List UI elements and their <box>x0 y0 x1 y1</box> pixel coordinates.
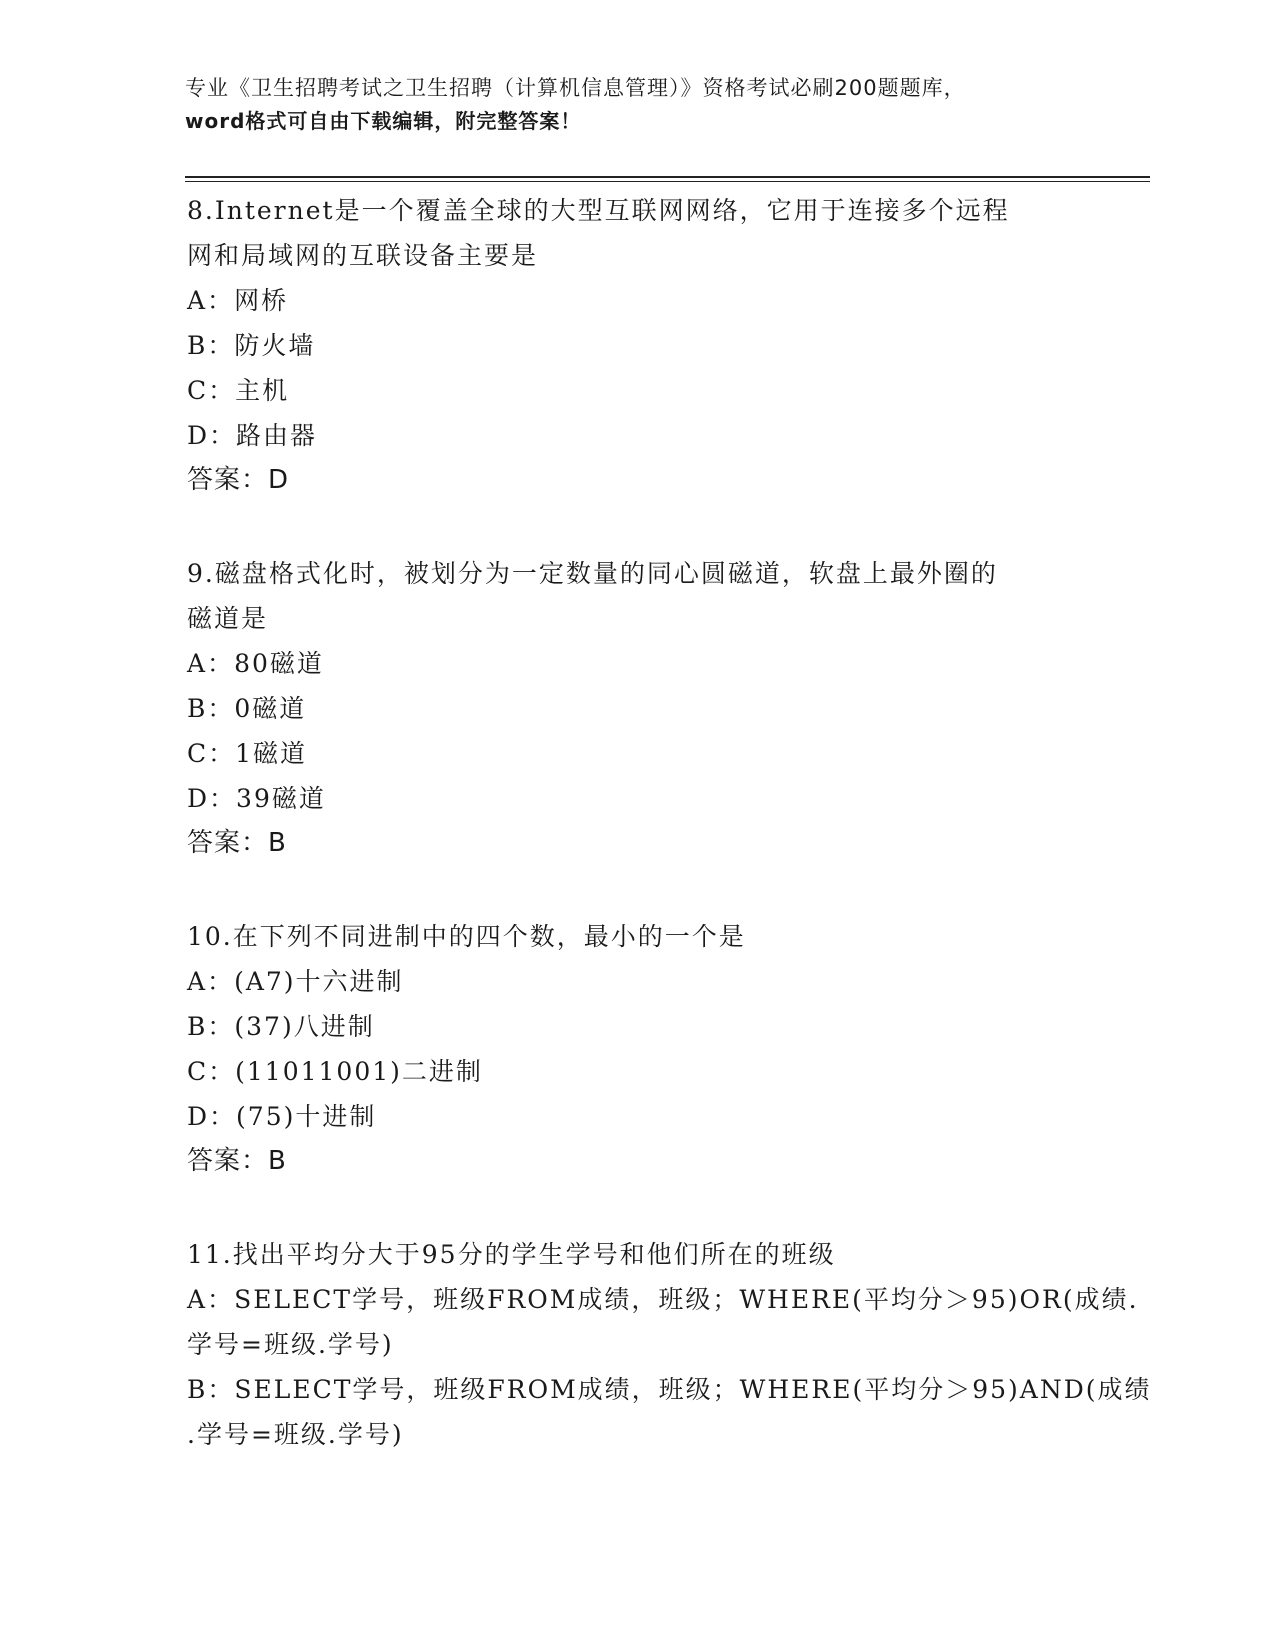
question-11 <box>187 1232 1152 1457</box>
option-c <box>187 1049 1087 1094</box>
option-d <box>187 413 1087 458</box>
option-a <box>187 641 1087 686</box>
option-a <box>187 1277 1139 1322</box>
option-label: C： <box>187 376 236 405</box>
option-label: A： <box>187 286 235 315</box>
option-b <box>187 1004 1087 1049</box>
option-label: A： <box>187 1285 235 1314</box>
option-label: B： <box>187 1375 235 1404</box>
option-c <box>187 368 1087 413</box>
option-a-continuation: 学号=班级.学号) <box>187 1330 394 1359</box>
question-10 <box>187 914 1087 1184</box>
answer-line: 答案：B <box>187 1146 287 1176</box>
option-label: C： <box>187 739 236 768</box>
option-text: SELECT学号，班级FROM成绩，班级；WHERE(平均分＞95)OR(成绩. <box>234 1285 1139 1314</box>
option-d <box>187 776 1087 821</box>
option-text: 路由器 <box>236 421 318 450</box>
question-spacer <box>187 1184 1087 1232</box>
question-stem-line: 磁道是 <box>187 604 269 633</box>
option-text: 1磁道 <box>235 739 308 768</box>
option-text: (11011001)二进制 <box>235 1057 483 1086</box>
option-text: 网桥 <box>234 286 289 315</box>
question-spacer <box>187 503 1087 551</box>
option-label: C： <box>187 1057 236 1086</box>
option-label: A： <box>187 649 235 678</box>
option-label: D： <box>187 784 237 813</box>
question-spacer <box>187 866 1087 914</box>
option-text: (37)八进制 <box>234 1012 375 1041</box>
document-header <box>185 72 1085 138</box>
header-title-line: 专业《卫生招聘考试之卫生招聘（计算机信息管理）》资格考试必刷200题题库， <box>185 76 966 100</box>
question-list <box>187 188 1152 1457</box>
question-stem-line: 9.磁盘格式化时，被划分为一定数量的同心圆磁道，软盘上最外圈的 <box>187 559 998 588</box>
option-b <box>187 1367 1152 1412</box>
option-label: A： <box>187 967 235 996</box>
option-text: 80磁道 <box>234 649 324 678</box>
option-label: D： <box>187 421 237 450</box>
option-text: 0磁道 <box>234 694 307 723</box>
question-stem-line: 8.Internet是一个覆盖全球的大型互联网网络，它用于连接多个远程 <box>187 196 1010 225</box>
option-label: D： <box>187 1102 237 1131</box>
option-a <box>187 959 1087 1004</box>
option-text: 主机 <box>235 376 290 405</box>
option-text: (75)十进制 <box>236 1102 377 1131</box>
header-divider-thin <box>185 181 1150 182</box>
question-8 <box>187 188 1087 503</box>
option-text: (A7)十六进制 <box>234 967 404 996</box>
option-label: B： <box>187 1012 235 1041</box>
answer-line: 答案：B <box>187 828 287 858</box>
option-b-continuation: .学号=班级.学号) <box>187 1420 404 1449</box>
option-text: 39磁道 <box>236 784 326 813</box>
option-d <box>187 1094 1087 1139</box>
option-text: SELECT学号，班级FROM成绩，班级；WHERE(平均分＞95)AND(成绩 <box>234 1375 1152 1404</box>
question-stem-line: 网和局域网的互联设备主要是 <box>187 241 539 270</box>
question-stem-line: 11.找出平均分大于95分的学生学号和他们所在的班级 <box>187 1240 836 1269</box>
option-label: B： <box>187 694 235 723</box>
question-stem-line: 10.在下列不同进制中的四个数，最小的一个是 <box>187 922 746 951</box>
answer-line: 答案：D <box>187 465 290 495</box>
header-divider-thick <box>185 176 1150 178</box>
option-c <box>187 731 1087 776</box>
option-b <box>187 686 1087 731</box>
option-b <box>187 323 1087 368</box>
option-label: B： <box>187 331 235 360</box>
header-subtitle-line: word格式可自由下载编辑，附完整答案！ <box>185 109 582 133</box>
option-text: 防火墙 <box>234 331 316 360</box>
question-9 <box>187 551 1087 866</box>
option-a <box>187 278 1087 323</box>
